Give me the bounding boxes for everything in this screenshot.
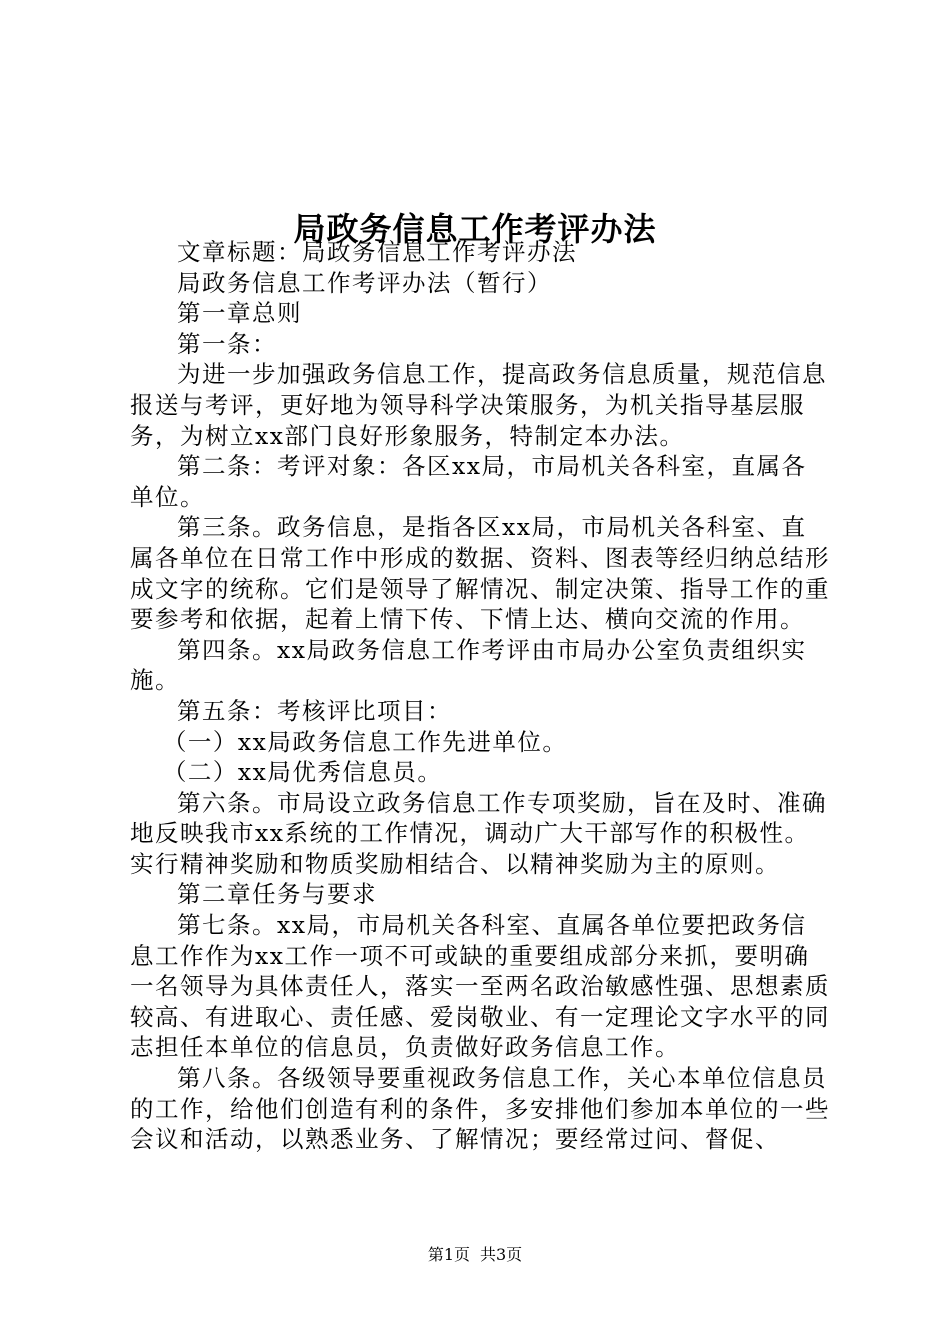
article-title-line: 文章标题：局政务信息工作考评办法 [177,238,577,266]
article-3: 第三条。政务信息，是指各区xx局，市局机关各科室、直属各单位在日常工作中形成的数据、资料、图表等经归纳总结形成文字的统称。它们是领导了解情况、制定决策、指导工作的重要参考和依据，起着上情下传、下情上达、横向交流的作用。 [130,513,830,634]
document-body [130,237,830,1155]
article-1-heading: 第一条： [177,329,277,358]
page-footer [0,1244,950,1266]
article-2: 第二条：考评对象：各区xx局，市局机关各科室，直属各单位。 [130,452,807,511]
item-2: （二）xx局优秀信息员。 [162,758,443,787]
article-6: 第六条。市局设立政务信息工作专项奖励，旨在及时、准确地反映我市xx系统的工作情况，调动广大干部写作的积极性。实行精神奖励和物质奖励相结合、以精神奖励为主的原则。 [130,788,827,878]
article-7: 第七条。xx局，市局机关各科室、直属各单位要把政务信息工作作为xx工作一项不可或缺的重要组成部分来抓，要明确一名领导为具体责任人，落实一至两名政治敏感性强、思想素质较高、有进取心、责任感、爱岗敬业、有一定理论文字水平的同志担任本单位的信息员，负责做好政务信息工作。 [130,911,830,1062]
page-total: 共3页 [480,1245,523,1264]
chapter-heading-1: 第一章总则 [177,299,302,328]
article-8: 第八条。各级领导要重视政务信息工作，关心本单位信息员的工作，给他们创造有利的条件，多安排他们参加本单位的一些会议和活动，以熟悉业务、了解情况；要经常过问、督促、 [130,1064,830,1154]
page-number: 第1页 [427,1245,470,1264]
document-title: 局政务信息工作考评办法 [293,210,657,249]
chapter-heading-2: 第二章任务与要求 [177,880,377,909]
article-5: 第五条：考核评比项目： [177,696,452,725]
article-1-body: 为进一步加强政务信息工作，提高政务信息质量，规范信息报送与考评，更好地为领导科学决策服务，为机关指导基层服务，为树立xx部门良好形象服务，特制定本办法。 [130,360,827,450]
document-subtitle: 局政务信息工作考评办法（暂行） [177,268,552,297]
article-4: 第四条。xx局政务信息工作考评由市局办公室负责组织实施。 [130,635,807,695]
item-1: （一）xx局政务信息工作先进单位。 [162,727,568,756]
